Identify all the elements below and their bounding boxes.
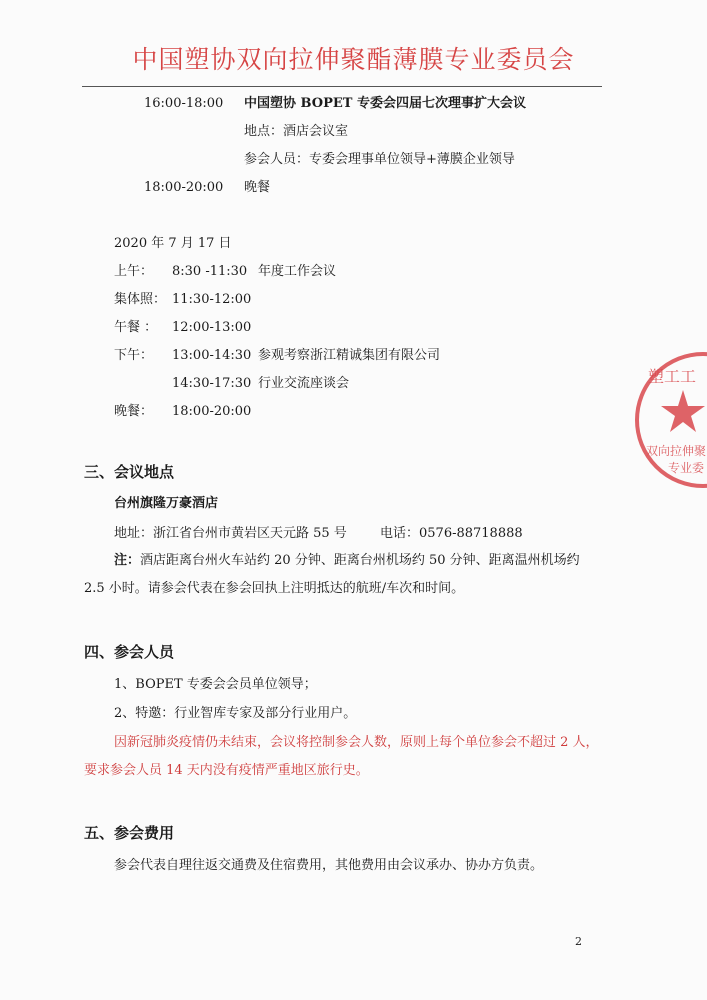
header-divider: [82, 86, 602, 87]
covid-notice: 因新冠肺炎疫情仍未结束，会议将控制参会人数，原则上每个单位参会不超过 2 人，要求参会人员 14 天内没有疫情严重地区旅行史。: [84, 735, 599, 778]
schedule-time: 8:30 -11:30: [172, 264, 248, 279]
attendee-item: 2、特邀：行业智库专家及部分行业用户。: [114, 706, 357, 721]
schedule-label: 集体照：: [114, 292, 167, 307]
day2-date: 2020 年 7 月 17 日: [114, 236, 232, 251]
schedule-time: 13:00-14:30: [172, 348, 252, 363]
schedule-time: 12:00-13:00: [172, 320, 252, 335]
hotel-address: 地址：浙江省台州市黄岩区天元路 55 号: [114, 526, 347, 541]
note-text: 酒店距离台州火车站约 20 分钟、距离台州机场约 50 分钟、距离温州机场约 2.5 小时。请参会代表在参会回执上注明抵达的航班/车次和时间。: [84, 553, 580, 596]
stamp-text-bottom: 专业委: [668, 461, 705, 475]
section-heading: 五、参会费用: [84, 824, 175, 842]
official-seal-stamp: [628, 340, 707, 500]
section-heading: 四、参会人员: [84, 643, 175, 661]
star-icon: [661, 390, 705, 432]
agenda-time: 18:00-20:00: [144, 180, 224, 195]
schedule-label: 上午：: [114, 264, 154, 279]
schedule-label: 晚餐：: [114, 404, 154, 419]
schedule-time: 18:00-20:00: [172, 404, 252, 419]
schedule-time: 11:30-12:00: [172, 292, 252, 307]
agenda-time: 16:00-18:00: [144, 96, 224, 111]
schedule-event: 行业交流座谈会: [258, 376, 350, 391]
attendee-item: 1、BOPET 专委会会员单位领导；: [114, 677, 317, 692]
hotel-phone: 电话：0576-88718888: [380, 526, 523, 541]
stamp-text-top: 塑工工: [648, 367, 697, 386]
fee-text: 参会代表自理往返交通费及住宿费用，其他费用由会议承办、协办方负责。: [114, 858, 544, 873]
agenda-location: 地点：酒店会议室: [244, 124, 349, 139]
stamp-text-mid: 双向拉伸聚: [646, 444, 707, 458]
agenda-event: 晚餐: [244, 180, 271, 195]
schedule-label: 午餐 ：: [114, 320, 158, 335]
schedule-event: 年度工作会议: [258, 264, 337, 279]
travel-note: [84, 547, 604, 603]
section-heading: 三、会议地点: [84, 463, 175, 481]
agenda-attendees: 参会人员：专委会理事单位领导+薄膜企业领导: [244, 152, 515, 167]
page-number: 2: [575, 935, 582, 948]
note-label: 注：: [114, 553, 141, 568]
schedule-event: 参观考察浙江精诚集团有限公司: [258, 348, 441, 363]
document-header-title: 中国塑协双向拉伸聚酯薄膜专业委员会: [132, 45, 575, 74]
hotel-name: 台州旗隆万豪酒店: [114, 496, 219, 511]
schedule-label: 下午：: [114, 348, 154, 363]
schedule-time: 14:30-17:30: [172, 376, 252, 391]
agenda-event: 中国塑协 BOPET 专委会四届七次理事扩大会议: [244, 96, 526, 111]
